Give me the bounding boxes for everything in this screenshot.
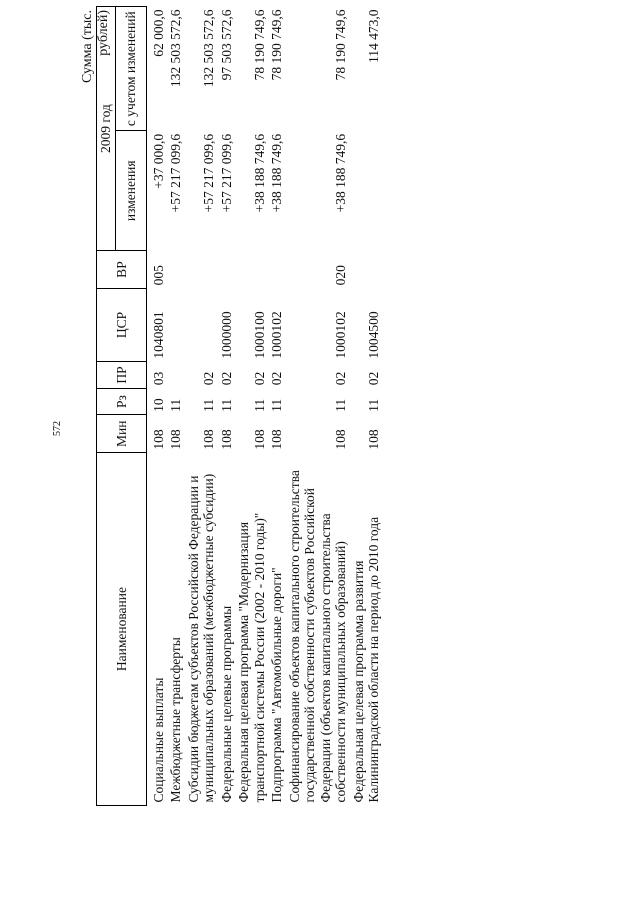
row-csr: 1000102 xyxy=(333,311,349,359)
row-name: Федеральная целевая программа развития Калининградской области на период до 2010 года xyxy=(350,516,382,803)
page-number: 572 xyxy=(52,421,63,436)
row-pr: 02 xyxy=(269,371,285,386)
row-pr: 02 xyxy=(251,371,267,386)
row-pr: 02 xyxy=(333,371,349,386)
row-csr: 1004500 xyxy=(366,311,382,359)
row-rz: 11 xyxy=(333,398,349,412)
row-name: Субсидии бюджетам субъектов Российской Федерации и муниципальных образований (межбюджетные субсидии) xyxy=(185,473,217,803)
header-name: Наименование xyxy=(97,453,147,806)
row-name: Социальные выплаты xyxy=(150,677,166,803)
row-csr: 1000102 xyxy=(269,311,285,359)
row-changes: +57 217 099,6 xyxy=(218,133,234,213)
row-vr xyxy=(185,251,218,289)
row-vr xyxy=(218,251,236,289)
row-csr: 1000000 xyxy=(218,311,234,359)
row-total: 62 000,0 xyxy=(150,9,166,57)
row-total: 132 503 572,6 xyxy=(201,9,217,88)
table-row xyxy=(185,7,218,806)
row-rz: 11 xyxy=(168,398,184,412)
row-vr xyxy=(235,251,268,289)
row-rz: 11 xyxy=(218,398,234,412)
table-row xyxy=(268,7,286,806)
row-min: 108 xyxy=(218,429,234,450)
row-changes xyxy=(350,131,383,251)
row-total: 97 503 572,6 xyxy=(218,9,234,81)
row-total: 78 190 749,6 xyxy=(333,9,349,81)
row-vr: 005 xyxy=(150,265,166,286)
row-pr: 02 xyxy=(201,371,217,386)
row-changes: +38 188 749,6 xyxy=(333,133,349,213)
row-pr: 02 xyxy=(218,371,234,386)
row-min: 108 xyxy=(168,429,184,450)
row-pr: 02 xyxy=(366,371,382,386)
header-csr: ЦСР xyxy=(97,288,147,361)
row-total: 78 190 749,6 xyxy=(269,9,285,81)
row-vr: 020 xyxy=(333,265,349,286)
header-pr: ПР xyxy=(97,362,147,389)
row-pr xyxy=(167,362,185,389)
row-vr xyxy=(350,251,383,289)
header-total: с учетом изменений xyxy=(115,7,146,131)
row-vr xyxy=(167,251,185,289)
row-name: Межбюджетные трансферты xyxy=(168,637,184,803)
header-min: Мин xyxy=(97,415,147,453)
table-body xyxy=(146,7,383,806)
table-row xyxy=(235,7,268,806)
row-pr: 03 xyxy=(150,371,166,386)
row-changes: +37 000,0 xyxy=(150,133,166,189)
row-total: 114 473,0 xyxy=(366,9,382,63)
row-changes: +38 188 749,6 xyxy=(251,133,267,213)
row-csr: 1040801 xyxy=(150,311,166,359)
table-row xyxy=(167,7,185,806)
row-min: 108 xyxy=(150,429,166,450)
row-csr xyxy=(167,288,185,361)
row-rz: 10 xyxy=(150,398,166,412)
row-min: 108 xyxy=(269,429,285,450)
row-min: 108 xyxy=(333,429,349,450)
row-rz: 11 xyxy=(251,398,267,412)
budget-table xyxy=(96,6,383,806)
row-vr xyxy=(268,251,286,289)
table-row xyxy=(350,7,383,806)
table-row xyxy=(218,7,236,806)
row-csr xyxy=(185,288,218,361)
row-rz: 11 xyxy=(366,398,382,412)
row-min: 108 xyxy=(201,429,217,450)
table-row xyxy=(286,7,350,806)
row-csr: 1000100 xyxy=(251,311,267,359)
row-min: 108 xyxy=(366,429,382,450)
row-rz: 11 xyxy=(269,398,285,412)
units-label: Сумма (тыс. рублей) xyxy=(80,10,111,84)
header-rz: Рз xyxy=(97,388,147,415)
row-name: Подпрограмма "Автомобильные дороги" xyxy=(269,567,285,803)
header-vr: ВР xyxy=(97,251,147,289)
row-rz: 11 xyxy=(201,398,217,412)
row-name: Федеральная целевая программа "Модернизация транспортной системы России (2002 - 2010 годы)" xyxy=(236,512,267,803)
row-name: Софинансирование объектов капитального строительства государственной собственности субъектов Российской Федерации (объектов капитального строительства собственности муниципальных образований) xyxy=(286,470,349,803)
row-changes: +57 217 099,6 xyxy=(168,133,184,213)
row-name: Федеральные целевые программы xyxy=(218,605,234,803)
table-row xyxy=(146,7,167,806)
header-changes: изменения xyxy=(115,131,146,251)
row-min: 108 xyxy=(251,429,267,450)
row-changes: +57 217 099,6 xyxy=(201,133,217,213)
header-year: 2009 год xyxy=(97,7,116,251)
row-total: 132 503 572,6 xyxy=(168,9,184,88)
row-changes: +38 188 749,6 xyxy=(269,133,285,213)
row-total: 78 190 749,6 xyxy=(251,9,267,81)
